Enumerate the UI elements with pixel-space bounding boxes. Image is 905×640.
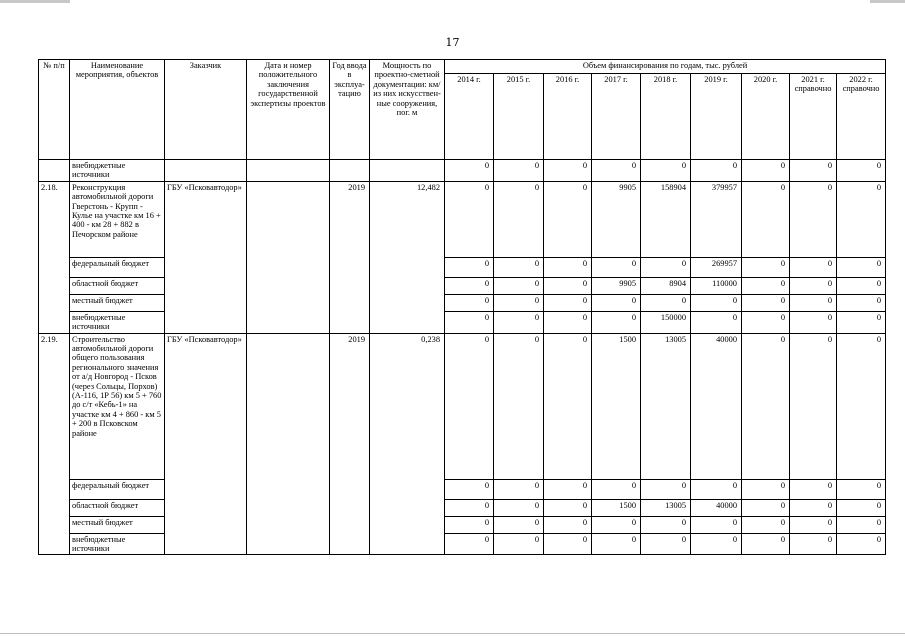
financing-table-wrapper xyxy=(38,59,885,555)
row-value-7: 0 xyxy=(790,277,837,294)
row-name: местный бюджет xyxy=(70,294,165,311)
row-value-2: 0 xyxy=(544,333,592,479)
row-value-0: 0 xyxy=(445,311,494,333)
row-value-6: 0 xyxy=(742,277,790,294)
row-value-6: 0 xyxy=(742,333,790,479)
row-value-7: 0 xyxy=(790,516,837,533)
row-value-2: 0 xyxy=(544,160,592,182)
row-value-4: 0 xyxy=(641,479,691,499)
row-value-2: 0 xyxy=(544,257,592,277)
row-name: внебюджетные источники xyxy=(70,533,165,555)
row-value-3: 9905 xyxy=(592,277,641,294)
row-value-5: 0 xyxy=(691,479,742,499)
row-value-4: 0 xyxy=(641,160,691,182)
table-row-project xyxy=(39,333,886,479)
row-capacity: 12,482 xyxy=(370,181,445,333)
header-name: Наименование мероприятия, объектов xyxy=(70,60,165,160)
row-value-8: 0 xyxy=(837,333,886,479)
row-value-3: 1500 xyxy=(592,333,641,479)
row-capacity xyxy=(370,160,445,182)
row-value-5: 40000 xyxy=(691,499,742,516)
row-value-4: 158904 xyxy=(641,181,691,257)
row-value-5: 110000 xyxy=(691,277,742,294)
row-value-1: 0 xyxy=(494,533,544,555)
row-value-8: 0 xyxy=(837,479,886,499)
row-expertise xyxy=(247,181,330,333)
table-row-project xyxy=(39,181,886,257)
row-year: 2019 xyxy=(330,181,370,333)
row-value-2: 0 xyxy=(544,516,592,533)
row-customer: ГБУ «Псковавтодор» xyxy=(165,181,247,333)
header-year-6: 2020 г. xyxy=(742,74,790,160)
row-value-0: 0 xyxy=(445,160,494,182)
row-value-5: 0 xyxy=(691,533,742,555)
row-value-6: 0 xyxy=(742,516,790,533)
header-year-3: 2017 г. xyxy=(592,74,641,160)
header-year-8: 2022 г. справочно xyxy=(837,74,886,160)
header-year-0: 2014 г. xyxy=(445,74,494,160)
row-value-6: 0 xyxy=(742,499,790,516)
row-value-2: 0 xyxy=(544,181,592,257)
row-value-0: 0 xyxy=(445,257,494,277)
header-year: Год ввода в эксплуатацию xyxy=(330,60,370,160)
row-value-6: 0 xyxy=(742,160,790,182)
row-value-0: 0 xyxy=(445,277,494,294)
scan-artifact xyxy=(0,0,70,3)
header-expertise: Дата и номер положительного заключения государственной экспертизы проектов xyxy=(247,60,330,160)
row-name: областной бюджет xyxy=(70,499,165,516)
row-value-6: 0 xyxy=(742,533,790,555)
row-value-5: 40000 xyxy=(691,333,742,479)
scan-artifact xyxy=(0,633,905,634)
row-value-7: 0 xyxy=(790,294,837,311)
row-name: федеральный бюджет xyxy=(70,257,165,277)
row-value-4: 0 xyxy=(641,516,691,533)
header-capacity: Мощность по проектно-сметной документации: км/из них искусственные сооружения, пог. м xyxy=(370,60,445,160)
row-name: Строительство автомобильной дороги общего пользования регионального значения от а/д Новгород - Псков (через Сольцы, Порхов) (А-116, 1Р 56) км 5 + 760 до с/т «Кебь-1» на участке км 4 + 860 - км 5 + 200 в Псковском районе xyxy=(70,333,165,479)
row-value-7: 0 xyxy=(790,181,837,257)
row-value-8: 0 xyxy=(837,533,886,555)
row-value-5: 0 xyxy=(691,294,742,311)
row-capacity: 0,238 xyxy=(370,333,445,555)
row-value-8: 0 xyxy=(837,160,886,182)
row-value-7: 0 xyxy=(790,311,837,333)
row-value-2: 0 xyxy=(544,533,592,555)
row-value-4: 0 xyxy=(641,294,691,311)
row-value-2: 0 xyxy=(544,479,592,499)
row-value-3: 0 xyxy=(592,516,641,533)
row-value-0: 0 xyxy=(445,499,494,516)
row-value-6: 0 xyxy=(742,294,790,311)
row-value-0: 0 xyxy=(445,533,494,555)
row-number xyxy=(39,160,70,182)
row-value-6: 0 xyxy=(742,479,790,499)
row-value-5: 269957 xyxy=(691,257,742,277)
row-value-3: 9905 xyxy=(592,181,641,257)
page-number: 17 xyxy=(445,36,460,49)
row-value-1: 0 xyxy=(494,333,544,479)
financing-table xyxy=(38,59,886,555)
row-value-7: 0 xyxy=(790,257,837,277)
header-year-5: 2019 г. xyxy=(691,74,742,160)
row-value-3: 0 xyxy=(592,479,641,499)
row-value-1: 0 xyxy=(494,499,544,516)
row-value-1: 0 xyxy=(494,277,544,294)
row-number: 2.18. xyxy=(39,181,70,333)
row-value-0: 0 xyxy=(445,333,494,479)
row-value-1: 0 xyxy=(494,181,544,257)
row-name: внебюджетные источники xyxy=(70,160,165,182)
header-financing: Объем финансирования по годам, тыс. рублей xyxy=(445,60,886,74)
row-value-5: 0 xyxy=(691,516,742,533)
row-year xyxy=(330,160,370,182)
row-value-5: 379957 xyxy=(691,181,742,257)
row-value-2: 0 xyxy=(544,294,592,311)
row-expertise xyxy=(247,160,330,182)
row-number: 2.19. xyxy=(39,333,70,555)
table-row-budget-source xyxy=(39,160,886,182)
row-customer: ГБУ «Псковавтодор» xyxy=(165,333,247,555)
row-value-7: 0 xyxy=(790,479,837,499)
row-value-0: 0 xyxy=(445,516,494,533)
header-year-7: 2021 г. справочно xyxy=(790,74,837,160)
row-customer xyxy=(165,160,247,182)
row-name: областной бюджет xyxy=(70,277,165,294)
row-value-1: 0 xyxy=(494,257,544,277)
row-value-8: 0 xyxy=(837,499,886,516)
row-name: федеральный бюджет xyxy=(70,479,165,499)
row-value-1: 0 xyxy=(494,516,544,533)
row-value-2: 0 xyxy=(544,311,592,333)
row-value-4: 0 xyxy=(641,257,691,277)
header-year-1: 2015 г. xyxy=(494,74,544,160)
row-value-8: 0 xyxy=(837,257,886,277)
scan-artifact xyxy=(870,0,905,3)
row-value-8: 0 xyxy=(837,181,886,257)
row-value-1: 0 xyxy=(494,160,544,182)
row-value-2: 0 xyxy=(544,277,592,294)
row-value-7: 0 xyxy=(790,499,837,516)
row-value-2: 0 xyxy=(544,499,592,516)
header-year-4: 2018 г. xyxy=(641,74,691,160)
row-value-7: 0 xyxy=(790,333,837,479)
row-value-6: 0 xyxy=(742,257,790,277)
row-value-8: 0 xyxy=(837,294,886,311)
row-year: 2019 xyxy=(330,333,370,555)
row-value-0: 0 xyxy=(445,479,494,499)
row-value-0: 0 xyxy=(445,181,494,257)
row-value-1: 0 xyxy=(494,479,544,499)
row-value-4: 13005 xyxy=(641,333,691,479)
row-value-6: 0 xyxy=(742,181,790,257)
row-name: Реконструкция автомобильной дороги Гверстонь - Крупп - Кулье на участке км 16 + 400 - км 28 + 882 в Печорском районе xyxy=(70,181,165,257)
row-value-7: 0 xyxy=(790,533,837,555)
row-value-1: 0 xyxy=(494,311,544,333)
row-value-4: 8904 xyxy=(641,277,691,294)
row-name: местный бюджет xyxy=(70,516,165,533)
row-value-3: 0 xyxy=(592,160,641,182)
header-num: № п/п xyxy=(39,60,70,160)
row-value-4: 150000 xyxy=(641,311,691,333)
row-value-1: 0 xyxy=(494,294,544,311)
row-value-8: 0 xyxy=(837,516,886,533)
row-value-6: 0 xyxy=(742,311,790,333)
row-expertise xyxy=(247,333,330,555)
row-value-4: 0 xyxy=(641,533,691,555)
row-value-8: 0 xyxy=(837,311,886,333)
header-customer: Заказчик xyxy=(165,60,247,160)
row-value-5: 0 xyxy=(691,160,742,182)
row-value-7: 0 xyxy=(790,160,837,182)
row-value-3: 0 xyxy=(592,257,641,277)
row-name: внебюджетные источники xyxy=(70,311,165,333)
row-value-8: 0 xyxy=(837,277,886,294)
row-value-3: 0 xyxy=(592,533,641,555)
header-year-2: 2016 г. xyxy=(544,74,592,160)
row-value-3: 0 xyxy=(592,294,641,311)
row-value-0: 0 xyxy=(445,294,494,311)
row-value-5: 0 xyxy=(691,311,742,333)
row-value-4: 13005 xyxy=(641,499,691,516)
row-value-3: 0 xyxy=(592,311,641,333)
row-value-3: 1500 xyxy=(592,499,641,516)
